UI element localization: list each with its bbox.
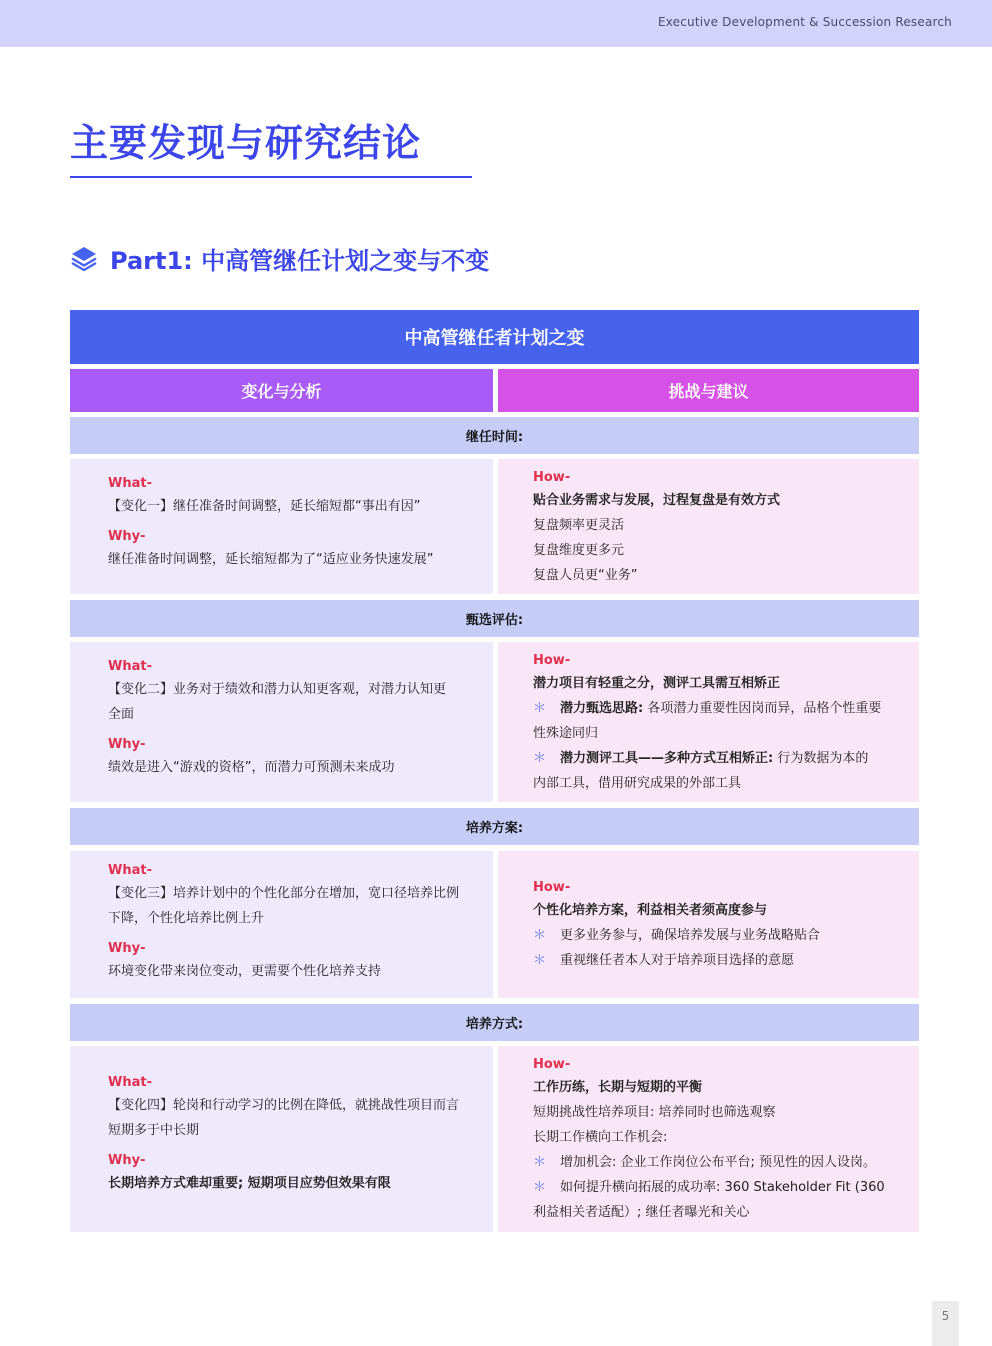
- why-text: 绩效是进入“游戏的资格”，而潜力可预测未来成功: [108, 760, 395, 775]
- bullet-item: [533, 1150, 891, 1175]
- what-text: 【变化四】轮岗和行动学习的比例在降低，就挑战性项目而言: [108, 1098, 460, 1113]
- how-tag: How-: [533, 880, 571, 895]
- what-tag: What-: [108, 1075, 152, 1090]
- bullet-text: 重视继任者本人对于培养项目选择的意愿: [560, 953, 795, 968]
- bullet-label: 潜力甄选思路:: [560, 701, 644, 716]
- what-why-cell: [70, 851, 493, 998]
- how-tag: How-: [533, 653, 571, 668]
- what-text: 【变化二】业务对于绩效和潜力认知更客观，对潜力认知更: [108, 682, 447, 697]
- header-bar: [0, 0, 992, 47]
- how-cell: [498, 642, 919, 802]
- why-tag: Why-: [108, 941, 146, 956]
- what-text: 【变化三】培养计划中的个性化部分在增加，宽口径培养比例: [108, 886, 460, 901]
- what-tag: What-: [108, 659, 152, 674]
- asterisk-icon: ＊: [533, 953, 547, 968]
- asterisk-icon: ＊: [533, 1180, 547, 1195]
- asterisk-icon: ＊: [533, 701, 547, 716]
- how-line: 复盘人员更“业务”: [533, 568, 638, 583]
- asterisk-icon: ＊: [533, 928, 547, 943]
- what-tag: What-: [108, 863, 152, 878]
- page-number: 5: [932, 1301, 959, 1346]
- bullet-label: 潜力测评工具——多种方式互相矫正:: [560, 751, 774, 766]
- how-cell: [498, 1046, 919, 1232]
- bullet-continuation: 内部工具，借用研究成果的外部工具: [533, 776, 742, 791]
- how-title: 个性化培养方案，利益相关者须高度参与: [533, 903, 768, 918]
- part-heading-text: Part1: 中高管继任计划之变与不变: [110, 246, 490, 275]
- section-bar-succession-time: 继任时间:: [70, 417, 919, 454]
- how-title: 潜力项目有轻重之分，测评工具需互相矫正: [533, 676, 781, 691]
- section-bar-development-method: 培养方式:: [70, 1004, 919, 1041]
- what-why-cell: [70, 459, 493, 594]
- page-title: 主要发现与研究结论: [70, 121, 422, 165]
- how-line: 短期挑战性培养项目: 培养同时也筛选观察: [533, 1105, 776, 1120]
- bullet-text: 更多业务参与，确保培养发展与业务战略贴合: [560, 928, 821, 943]
- what-tag: What-: [108, 476, 152, 491]
- part-heading: [70, 240, 489, 276]
- why-tag: Why-: [108, 737, 146, 752]
- why-text: 继任准备时间调整，延长缩短都为了“适应业务快速发展”: [108, 552, 434, 567]
- what-text: 【变化一】继任准备时间调整，延长缩短都“事出有因”: [108, 499, 421, 514]
- how-line: 复盘维度更多元: [533, 543, 625, 558]
- asterisk-icon: ＊: [533, 1155, 547, 1170]
- how-cell: [498, 459, 919, 594]
- what-text: 下降，个性化培养比例上升: [108, 911, 265, 926]
- how-cell: [498, 851, 919, 998]
- why-tag: Why-: [108, 529, 146, 544]
- what-text: 短期多于中长期: [108, 1123, 200, 1138]
- why-text: 环境变化带来岗位变动，更需要个性化培养支持: [108, 964, 382, 979]
- table-banner: 中高管继任者计划之变: [70, 310, 919, 364]
- why-tag: Why-: [108, 1153, 146, 1168]
- title-underline: [70, 176, 472, 178]
- bullet-text: 行为数据为本的: [773, 751, 869, 766]
- how-line: 长期工作横向工作机会:: [533, 1130, 668, 1145]
- bullet-continuation: 性殊途同归: [533, 726, 599, 741]
- bullet-item: [533, 923, 891, 948]
- bullet-text: 增加机会: 企业工作岗位公布平台; 预见性的因人设岗。: [560, 1155, 877, 1170]
- bullet-continuation: 利益相关者适配）; 继任者曝光和关心: [533, 1205, 750, 1220]
- bullet-item: [533, 696, 891, 721]
- why-text: 长期培养方式难却重要; 短期项目应势但效果有限: [108, 1176, 391, 1191]
- column-header-changes: 变化与分析: [70, 369, 493, 412]
- how-line: 复盘频率更灵活: [533, 518, 625, 533]
- layers-icon: [70, 244, 98, 272]
- bullet-item: [533, 1175, 891, 1200]
- bullet-item: [533, 746, 891, 771]
- bullet-text: 各项潜力重要性因岗而异，品格个性重要: [643, 701, 882, 716]
- section-bar-selection-assessment: 甄选评估:: [70, 600, 919, 637]
- how-title: 贴合业务需求与发展，过程复盘是有效方式: [533, 493, 781, 508]
- asterisk-icon: ＊: [533, 751, 547, 766]
- how-title: 工作历练，长期与短期的平衡: [533, 1080, 703, 1095]
- what-text: 全面: [108, 707, 135, 722]
- column-header-challenges: 挑战与建议: [498, 369, 919, 412]
- section-bar-development-plan: 培养方案:: [70, 808, 919, 845]
- what-why-cell: [70, 1046, 493, 1232]
- brand-text: Executive Development & Succession Research: [657, 15, 952, 29]
- bullet-item: [533, 948, 891, 973]
- how-tag: How-: [533, 470, 571, 485]
- what-why-cell: [70, 642, 493, 802]
- how-tag: How-: [533, 1057, 571, 1072]
- bullet-text: 如何提升横向拓展的成功率: 360 Stakeholder Fit (360: [560, 1180, 885, 1195]
